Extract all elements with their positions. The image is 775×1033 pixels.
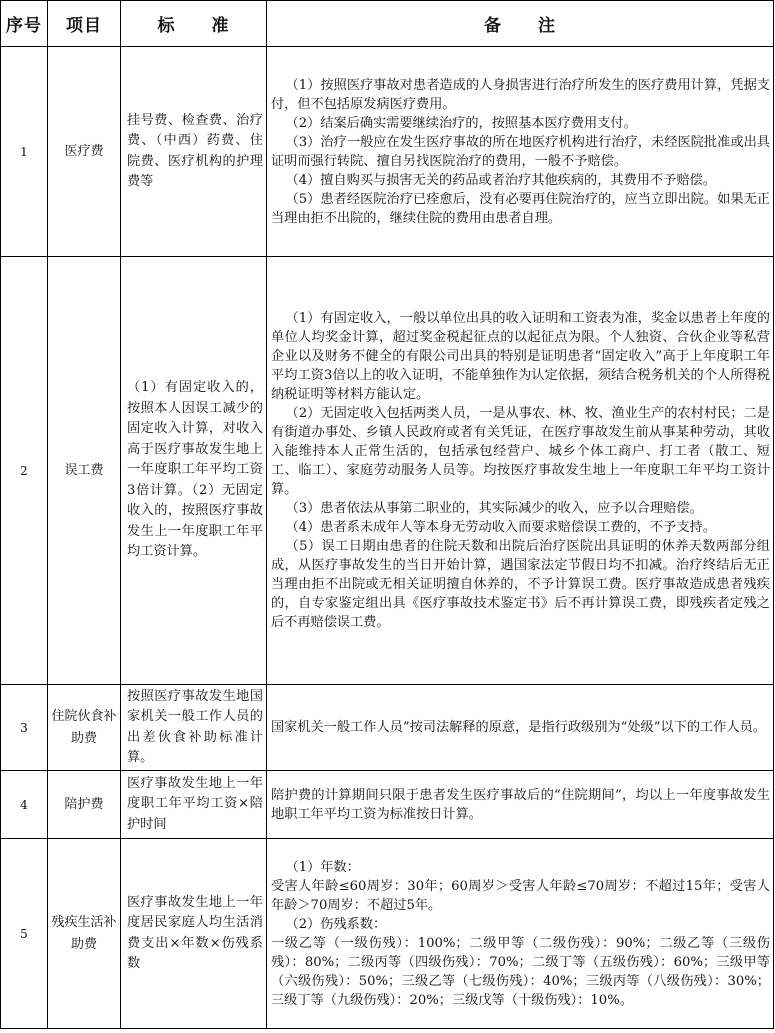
- remark-line: 国家机关一般工作人员”按司法解释的原意，是指行政级别为“处级”以下的工作人员。: [271, 720, 766, 735]
- remark-line: （5）误工日期由患者的住院天数和出院后治疗医院出具证明的休养天数两部分组成，从医疗事故发生的当日开始计算，遇国家法定节假日均不扣减。治疗终结后无正当理由拒不出院或无相关证明擅自休养的，不予计算误工费。医疗事故造成患者残疾的，自专家鉴定组出具《医疗事故技术鉴定书》后不再计算误工费，即残疾者定残之后不再赔偿误工费。: [271, 539, 770, 630]
- row-index: 4: [1, 771, 48, 839]
- header-remark: 备 注: [267, 1, 774, 47]
- row-index: 5: [1, 839, 48, 1029]
- header-standard: 标 准: [121, 1, 267, 47]
- remark-line: （2）伤残系数：: [285, 916, 387, 932]
- row-item: 误工费: [48, 257, 121, 685]
- remark-line: （5）患者经医院治疗已痊愈后，没有必要再住院治疗的，应当立即出院。如果无正当理由拒不出院的，继续住院的费用由患者自理。: [271, 191, 770, 226]
- row-index: 2: [1, 257, 48, 685]
- remark-line: 陪护费的计算期间只限于患者发生医疗事故后的“住院期间”，均以上一年度事故发生地职工年平均工资为标准按日计算。: [271, 787, 770, 822]
- table-row: [1, 47, 774, 257]
- table-header-row: [1, 1, 774, 47]
- remark-line: （1）年数：: [285, 859, 360, 875]
- row-remarks: [267, 685, 774, 771]
- row-remarks: [267, 257, 774, 685]
- row-index: 3: [1, 685, 48, 771]
- remark-line: （1）有固定收入，一般以单位出具的收入证明和工资表为准，奖金以患者上年度的单位人均奖金计算，超过奖金税起征点的以起征点为限。个人独资、合伙企业等私营企业以及财务不健全的有限公司出具的特别是证明患者“固定收入”高于上年度职工年平均工资3倍以上的收入证明，不能单独作为认定依据，须结合税务机关的个人所得税纳税证明等材料方能认定。: [271, 311, 770, 402]
- remark-line: （3）患者依法从事第二职业的，其实际减少的收入，应予以合理赔偿。: [285, 501, 703, 516]
- row-item: 陪护费: [48, 771, 121, 839]
- table-row: [1, 685, 774, 771]
- table-row: [1, 257, 774, 685]
- row-item: 医疗费: [48, 47, 121, 257]
- remark-line: 一级乙等（一级伤残）：100%；二级甲等（二级伤残）：90%；二级乙等（三级伤残）：80%；二级丙等（四级伤残）：70%；二级丁等（五级伤残）：60%；三级甲等（六级伤残）：50%；三级乙等（七级伤残）：40%；三级丙等（八级伤残）：30%；三级丁等（九级伤残）：20%；三级戊等（十级伤残）：10%。: [271, 935, 770, 1008]
- remark-line: （1）按照医疗事故对患者造成的人身损害进行治疗所发生的医疗费用计算，凭据支付，但不包括原发病医疗费用。: [271, 77, 770, 112]
- table-row: [1, 771, 774, 839]
- row-item: 残疾生活补助费: [48, 839, 121, 1029]
- header-item: 项目: [48, 1, 121, 47]
- row-remarks: [267, 47, 774, 257]
- row-standard: 医疗事故发生地上一年度职工年平均工资×陪护时间: [121, 771, 267, 839]
- row-index: 1: [1, 47, 48, 257]
- remark-line: （4）擅自购买与损害无关的药品或者治疗其他疾病的，其费用不予赔偿。: [285, 172, 716, 188]
- remark-line: （2）结案后确实需要继续治疗的，按照基本医疗费用支付。: [285, 115, 637, 131]
- row-remarks: [267, 839, 774, 1029]
- table-row: [1, 839, 774, 1029]
- row-standard: （1）有固定收入的，按照本人因误工减少的固定收入计算，对收入高于医疗事故发生地上一年度职工年平均工资3倍计算。（2）无固定收入的，按照医疗事故发生上一年度职工年平均工资计算。: [121, 257, 267, 685]
- remark-line: （2）无固定收入包括两类人员，一是从事农、林、牧、渔业生产的农村村民；二是有街道办事处、乡镇人民政府或者有关凭证，在医疗事故发生前从事某种劳动，其收入能维持本人正常生活的，包括承包经营户、城乡个体工商户、打工者（散工、短工、临工）、家庭劳动服务人员等。均按医疗事故发生地上一年度职工年平均工资计算。: [271, 406, 770, 497]
- row-remarks: [267, 771, 774, 839]
- row-item: 住院伙食补助费: [48, 685, 121, 771]
- row-standard: 按照医疗事故发生地国家机关一般工作人员的出差伙食补助标准计算。: [121, 685, 267, 771]
- remark-line: 受害人年龄≤60周岁：30年；60周岁＞受害人年龄≤70周岁：不超过15年；受害人年龄＞70周岁：不超过5年。: [271, 878, 770, 913]
- row-standard: 医疗事故发生地上一年度居民家庭人均生活消费支出×年数×伤残系数: [121, 839, 267, 1029]
- header-index: 序号: [1, 1, 48, 47]
- row-standard: 挂号费、检查费、治疗费、（中西）药费、住院费、医疗机构的护理费等: [121, 47, 267, 257]
- remark-line: （4）患者系未成年人等本身无劳动收入而要求赔偿误工费的，不予支持。: [285, 520, 716, 535]
- remark-line: （3）治疗一般应在发生医疗事故的所在地医疗机构进行治疗，未经医院批准或出具证明而强行转院、擅自另找医院治疗的费用，一般不予赔偿。: [271, 134, 770, 169]
